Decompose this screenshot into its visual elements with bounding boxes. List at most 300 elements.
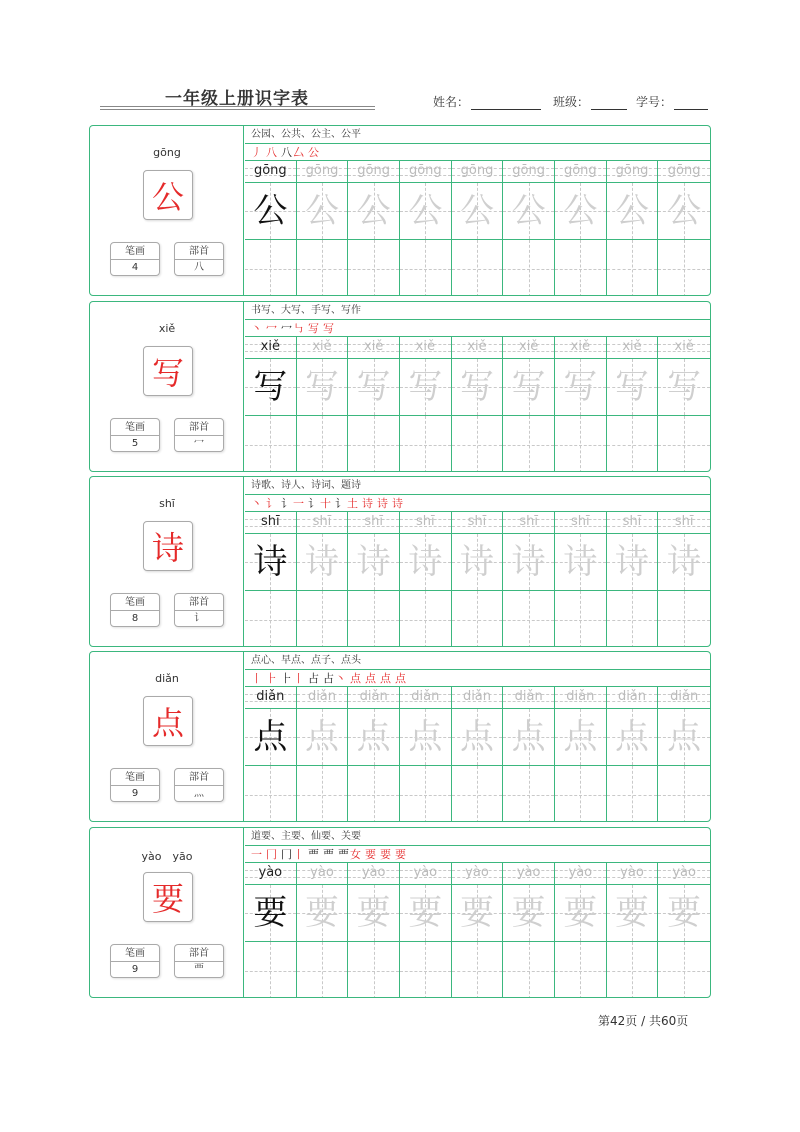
- stroke-step-base: 覀: [308, 848, 320, 861]
- grid-character: 公: [356, 191, 391, 231]
- stroke-step: [251, 672, 263, 685]
- tian-grid-cell-blank[interactable]: [503, 416, 554, 472]
- grid-character: 诗: [253, 542, 288, 582]
- grid-character: 写: [511, 367, 546, 407]
- grid-pinyin: yào: [310, 865, 334, 880]
- grid-pinyin: diǎn: [670, 689, 699, 704]
- tian-grid-cell-blank[interactable]: [400, 416, 451, 472]
- radical-value: 灬: [194, 788, 204, 799]
- grid-pinyin: shī: [519, 514, 538, 529]
- grid-pinyin: gōng: [512, 163, 545, 178]
- card-info-panel: [90, 652, 244, 821]
- stroke-order: [245, 144, 710, 161]
- stroke-step: [251, 322, 263, 335]
- stroke-step-base: 覀: [323, 848, 335, 861]
- stroke-step: [308, 497, 332, 510]
- radical-label: 部首: [175, 419, 223, 436]
- grid-pinyin: gōng: [460, 163, 494, 178]
- page-number: 第42页 / 共60页: [598, 1014, 689, 1028]
- grid-pinyin: gōng: [615, 163, 649, 178]
- practice-column: [555, 512, 607, 647]
- stroke-step-highlight: 丿: [251, 146, 263, 159]
- character-card: [89, 827, 711, 998]
- card-practice-panel: [245, 126, 710, 295]
- card-info-panel: [90, 126, 244, 295]
- stroke-count-value: 9: [131, 788, 139, 799]
- practice-column: [503, 161, 555, 296]
- stroke-step-highlight: 丶: [251, 322, 263, 335]
- grid-character: 公: [614, 191, 649, 231]
- practice-column: [245, 161, 297, 296]
- tian-grid-cell-blank[interactable]: [555, 766, 606, 822]
- stroke-step: [323, 322, 335, 335]
- grid-character: 要: [253, 893, 288, 933]
- stroke-step-highlight: 丨: [251, 672, 263, 685]
- grid-character: 要: [356, 893, 391, 933]
- stroke-step-highlight: 点: [395, 672, 407, 685]
- grid-pinyin: diǎn: [566, 689, 595, 704]
- practice-column: [348, 863, 400, 998]
- card-info-panel: [90, 828, 244, 997]
- stroke-step-highlight: 讠: [266, 497, 278, 510]
- tian-grid-cell-blank[interactable]: [348, 766, 399, 822]
- practice-column: [658, 161, 710, 296]
- grid-pinyin: gōng: [667, 163, 701, 178]
- radical-box: [174, 418, 224, 452]
- practice-grid: [245, 337, 710, 472]
- stroke-step: [335, 497, 359, 510]
- practice-column: [245, 863, 297, 998]
- practice-column: [555, 337, 607, 472]
- practice-column: [452, 863, 504, 998]
- tian-grid-cell-blank[interactable]: [400, 942, 451, 998]
- card-practice-panel: [245, 477, 710, 646]
- class-field: [553, 93, 627, 110]
- grid-character: 诗: [667, 542, 702, 582]
- stroke-step-highlight: 诗: [377, 497, 389, 510]
- grid-character: 公: [253, 191, 288, 231]
- tian-grid-cell-blank[interactable]: [503, 240, 554, 296]
- tian-grid-cell-blank[interactable]: [555, 240, 606, 296]
- stroke-step-highlight: 写: [323, 322, 335, 335]
- card-info-panel: [90, 302, 244, 471]
- tian-grid-cell-blank[interactable]: [607, 591, 658, 647]
- character-card: [89, 301, 711, 472]
- grid-character: 要: [511, 893, 546, 933]
- stroke-step: [266, 848, 278, 861]
- stroke-step: [281, 146, 305, 159]
- practice-column: [503, 512, 555, 647]
- grid-pinyin: xiě: [260, 339, 280, 354]
- character-card: [89, 476, 711, 647]
- tian-grid-cell-blank[interactable]: [245, 591, 296, 647]
- radical-box: [174, 944, 224, 978]
- stroke-step: [362, 497, 374, 510]
- card-practice-panel: [245, 302, 710, 471]
- practice-column: [348, 687, 400, 822]
- grid-pinyin: xiě: [467, 339, 487, 354]
- practice-column: [555, 161, 607, 296]
- grid-character: 诗: [511, 542, 546, 582]
- stroke-count-box: [110, 418, 160, 452]
- practice-column: [658, 337, 710, 472]
- card-pinyin: diǎn: [155, 672, 179, 685]
- stroke-step-highlight: 丨: [293, 672, 305, 685]
- tian-grid-cell-blank[interactable]: [297, 591, 348, 647]
- tian-grid-cell-blank[interactable]: [297, 240, 348, 296]
- practice-column: [400, 337, 452, 472]
- tian-grid-cell-blank[interactable]: [607, 766, 658, 822]
- grid-pinyin: xiě: [312, 339, 332, 354]
- grid-character: 写: [614, 367, 649, 407]
- stroke-step-highlight: 丨: [293, 848, 305, 861]
- radical-value: 覀: [194, 964, 204, 975]
- practice-column: [297, 512, 349, 647]
- stroke-step: [338, 848, 362, 861]
- radical-label: 部首: [175, 769, 223, 786]
- practice-column: [245, 512, 297, 647]
- stroke-step-highlight: 冂: [266, 848, 278, 861]
- grid-pinyin: shī: [416, 514, 435, 529]
- grid-pinyin: diǎn: [411, 689, 440, 704]
- stroke-count-box: [110, 242, 160, 276]
- radical-box: [174, 242, 224, 276]
- grid-pinyin: shī: [571, 514, 590, 529]
- practice-column: [245, 687, 297, 822]
- grid-character: 点: [356, 717, 391, 757]
- stroke-step: [365, 672, 377, 685]
- grid-character: 诗: [304, 542, 339, 582]
- grid-pinyin: xiě: [622, 339, 642, 354]
- tian-grid-cell-blank[interactable]: [452, 942, 503, 998]
- tian-grid-cell-blank[interactable]: [452, 240, 503, 296]
- tian-grid-cell-blank[interactable]: [297, 766, 348, 822]
- tian-grid-cell-blank[interactable]: [400, 766, 451, 822]
- stroke-step-base: 讠: [335, 497, 347, 510]
- stroke-count-label: 笔画: [111, 594, 159, 611]
- grid-pinyin: diǎn: [359, 689, 388, 704]
- stroke-count-label: 笔画: [111, 945, 159, 962]
- stroke-step: [266, 672, 278, 685]
- stroke-step: [308, 848, 320, 861]
- tian-grid-cell-blank[interactable]: [348, 416, 399, 472]
- grid-character: 写: [356, 367, 391, 407]
- tian-grid-cell-blank[interactable]: [503, 942, 554, 998]
- grid-pinyin: shī: [312, 514, 332, 529]
- practice-column: [503, 863, 555, 998]
- class-blank[interactable]: [591, 98, 627, 110]
- card-practice-panel: [245, 828, 710, 997]
- stroke-count-value: 4: [131, 262, 139, 273]
- grid-character: 诗: [459, 542, 494, 582]
- stroke-step-highlight: 冖: [266, 322, 278, 335]
- tian-grid-cell-blank[interactable]: [245, 942, 296, 998]
- grid-pinyin: yào: [465, 865, 489, 880]
- practice-column: [607, 512, 659, 647]
- stroke-step-highlight: 一: [293, 497, 305, 510]
- grid-pinyin: diǎn: [307, 689, 337, 704]
- title-underline: [100, 106, 375, 107]
- stroke-step: [251, 848, 263, 861]
- practice-column: [658, 863, 710, 998]
- practice-column: [607, 337, 659, 472]
- radical-label: 部首: [175, 594, 223, 611]
- practice-column: [452, 512, 504, 647]
- tian-grid-cell-blank[interactable]: [452, 766, 503, 822]
- stroke-step-base: ⺊: [281, 672, 293, 685]
- practice-column: [297, 337, 349, 472]
- grid-character: 点: [459, 717, 494, 757]
- stroke-step-base: 冖: [281, 322, 293, 335]
- radical-label: 部首: [175, 243, 223, 260]
- stroke-step: [377, 497, 389, 510]
- tian-grid-cell-blank[interactable]: [245, 766, 296, 822]
- grid-pinyin: diǎn: [617, 689, 647, 704]
- grid-character: 要: [408, 893, 443, 933]
- tian-grid-cell-blank[interactable]: [245, 416, 296, 472]
- stroke-step: [395, 848, 407, 861]
- practice-column: [245, 337, 297, 472]
- grid-pinyin: shī: [467, 514, 487, 529]
- grid-pinyin: gōng: [305, 163, 339, 178]
- tian-grid-cell-blank[interactable]: [452, 416, 503, 472]
- id-blank[interactable]: [674, 98, 708, 110]
- grid-character: 点: [563, 717, 598, 757]
- stroke-step-base: 覀: [338, 848, 350, 861]
- stroke-count-value: 5: [131, 438, 139, 449]
- tian-grid-cell-blank[interactable]: [400, 240, 451, 296]
- grid-pinyin: yào: [516, 865, 541, 880]
- grid-character: 公: [459, 191, 494, 231]
- stroke-step-highlight: 点: [380, 672, 392, 685]
- stroke-step: [323, 672, 347, 685]
- practice-column: [400, 512, 452, 647]
- practice-column: [400, 161, 452, 296]
- grid-character: 诗: [356, 542, 391, 582]
- card-character: 写: [143, 346, 193, 396]
- stroke-step: [365, 848, 377, 861]
- grid-character: 诗: [408, 542, 443, 582]
- card-pinyin: yào yāo: [141, 850, 193, 863]
- card-words: 书写、大写、手写、写作: [245, 302, 710, 320]
- stroke-count-label: 笔画: [111, 243, 159, 260]
- stroke-step: [266, 497, 278, 510]
- tian-grid-cell-blank[interactable]: [348, 240, 399, 296]
- practice-column: [658, 687, 710, 822]
- tian-grid-cell-blank[interactable]: [348, 591, 399, 647]
- practice-column: [452, 687, 504, 822]
- card-character: 点: [143, 696, 193, 746]
- grid-pinyin: yào: [568, 865, 593, 880]
- stroke-step: [281, 848, 305, 861]
- stroke-step-highlight: 十: [320, 497, 332, 510]
- stroke-step-base: 八: [281, 146, 293, 159]
- practice-column: [348, 161, 400, 296]
- name-blank[interactable]: [471, 98, 541, 110]
- stroke-step-highlight: ㇉: [293, 322, 305, 335]
- grid-character: 点: [408, 717, 443, 757]
- tian-grid-cell-blank[interactable]: [297, 942, 348, 998]
- stroke-step: [395, 672, 407, 685]
- radical-box: [174, 593, 224, 627]
- stroke-step-highlight: 八: [266, 146, 278, 159]
- stroke-count-label: 笔画: [111, 769, 159, 786]
- grid-character: 公: [304, 191, 339, 231]
- tian-grid-cell-blank[interactable]: [607, 942, 658, 998]
- practice-column: [555, 687, 607, 822]
- stroke-count-label: 笔画: [111, 419, 159, 436]
- practice-column: [555, 863, 607, 998]
- stroke-count-box: [110, 768, 160, 802]
- grid-character: 点: [667, 717, 702, 757]
- card-pinyin: shī: [159, 497, 175, 510]
- class-label: 班级：: [553, 95, 590, 109]
- stroke-step-highlight: 点: [365, 672, 377, 685]
- grid-character: 公: [408, 191, 443, 231]
- grid-character: 要: [667, 893, 702, 933]
- stroke-step: [281, 322, 305, 335]
- radical-value: 冖: [194, 438, 204, 449]
- practice-column: [658, 512, 710, 647]
- stroke-step: [251, 497, 263, 510]
- tian-grid-cell-blank[interactable]: [658, 766, 710, 822]
- radical-value: 讠: [194, 613, 204, 624]
- grid-character: 诗: [563, 542, 598, 582]
- grid-character: 点: [253, 717, 288, 757]
- stroke-step-highlight: 土: [347, 497, 359, 510]
- practice-grid: [245, 863, 710, 998]
- card-character: 公: [143, 170, 193, 220]
- grid-character: 要: [459, 893, 494, 933]
- stroke-step: [308, 322, 320, 335]
- stroke-order: [245, 320, 710, 337]
- grid-character: 要: [563, 893, 598, 933]
- stroke-step: [380, 672, 392, 685]
- tian-grid-cell-blank[interactable]: [400, 591, 451, 647]
- character-card: [89, 125, 711, 296]
- practice-grid: [245, 687, 710, 822]
- tian-grid-cell-blank[interactable]: [503, 591, 554, 647]
- stroke-step-highlight: 厶: [293, 146, 305, 159]
- card-practice-panel: [245, 652, 710, 821]
- stroke-step-highlight: 点: [350, 672, 362, 685]
- grid-character: 公: [667, 191, 702, 231]
- practice-column: [607, 687, 659, 822]
- tian-grid-cell-blank[interactable]: [555, 942, 606, 998]
- practice-column: [297, 161, 349, 296]
- stroke-step-base: 讠: [308, 497, 320, 510]
- stroke-order: [245, 846, 710, 863]
- practice-column: [297, 863, 349, 998]
- grid-character: 公: [511, 191, 546, 231]
- grid-pinyin: gōng: [563, 163, 597, 178]
- grid-character: 要: [614, 893, 649, 933]
- grid-pinyin: xiě: [415, 339, 435, 354]
- practice-column: [400, 863, 452, 998]
- tian-grid-cell-blank[interactable]: [658, 240, 710, 296]
- grid-character: 公: [563, 191, 598, 231]
- tian-grid-cell-blank[interactable]: [452, 591, 503, 647]
- stroke-step-highlight: ⺊: [266, 672, 278, 685]
- card-character: 要: [143, 872, 193, 922]
- grid-pinyin: shī: [622, 514, 642, 529]
- practice-column: [348, 512, 400, 647]
- card-pinyin: gōng: [153, 146, 181, 159]
- stroke-step-highlight: 丶: [251, 497, 263, 510]
- practice-column: [607, 863, 659, 998]
- tian-grid-cell-blank[interactable]: [658, 591, 710, 647]
- practice-column: [400, 687, 452, 822]
- grid-pinyin: xiě: [519, 339, 539, 354]
- practice-column: [503, 687, 555, 822]
- practice-column: [452, 161, 504, 296]
- stroke-step-highlight: 诗: [392, 497, 404, 510]
- radical-value: 八: [194, 262, 204, 273]
- practice-column: [348, 337, 400, 472]
- grid-pinyin: shī: [364, 514, 383, 529]
- stroke-step: [380, 848, 392, 861]
- stroke-count-box: [110, 593, 160, 627]
- grid-pinyin: yào: [361, 865, 386, 880]
- character-card: [89, 651, 711, 822]
- tian-grid-cell-blank[interactable]: [658, 942, 710, 998]
- grid-pinyin: yào: [672, 865, 696, 880]
- stroke-step: [323, 848, 335, 861]
- grid-character: 诗: [614, 542, 649, 582]
- radical-label: 部首: [175, 945, 223, 962]
- grid-pinyin: gōng: [357, 163, 390, 178]
- card-words: 公园、公共、公主、公平: [245, 126, 710, 144]
- stroke-step-highlight: 要: [395, 848, 407, 861]
- grid-character: 写: [459, 367, 494, 407]
- practice-grid: [245, 512, 710, 647]
- practice-column: [503, 337, 555, 472]
- tian-grid-cell-blank[interactable]: [607, 240, 658, 296]
- grid-pinyin: diǎn: [514, 689, 543, 704]
- stroke-step-base: 占: [323, 672, 335, 685]
- tian-grid-cell-blank[interactable]: [503, 766, 554, 822]
- name-label: 姓名：: [433, 95, 470, 109]
- grid-character: 写: [304, 367, 339, 407]
- tian-grid-cell-blank[interactable]: [348, 942, 399, 998]
- stroke-step-base: 占: [308, 672, 320, 685]
- tian-grid-cell-blank[interactable]: [658, 416, 710, 472]
- stroke-count-value: 9: [131, 964, 139, 975]
- page-title: 一年级上册识字表: [165, 89, 309, 109]
- stroke-step: [350, 672, 362, 685]
- stroke-step-highlight: 丶: [335, 672, 347, 685]
- grid-pinyin: yào: [258, 865, 283, 880]
- grid-character: 点: [511, 717, 546, 757]
- grid-character: 写: [408, 367, 443, 407]
- tian-grid-cell-blank[interactable]: [555, 416, 606, 472]
- stroke-step-highlight: 要: [380, 848, 392, 861]
- stroke-step-highlight: 要: [365, 848, 377, 861]
- card-words: 点心、早点、点子、点头: [245, 652, 710, 670]
- tian-grid-cell-blank[interactable]: [297, 416, 348, 472]
- grid-pinyin: gōng: [408, 163, 442, 178]
- grid-pinyin: yào: [413, 865, 438, 880]
- grid-character: 点: [304, 717, 339, 757]
- tian-grid-cell-blank[interactable]: [245, 240, 296, 296]
- stroke-count-box: [110, 944, 160, 978]
- practice-grid: [245, 161, 710, 296]
- tian-grid-cell-blank[interactable]: [555, 591, 606, 647]
- stroke-step: [251, 146, 263, 159]
- stroke-step: [392, 497, 404, 510]
- tian-grid-cell-blank[interactable]: [607, 416, 658, 472]
- grid-character: 要: [304, 893, 339, 933]
